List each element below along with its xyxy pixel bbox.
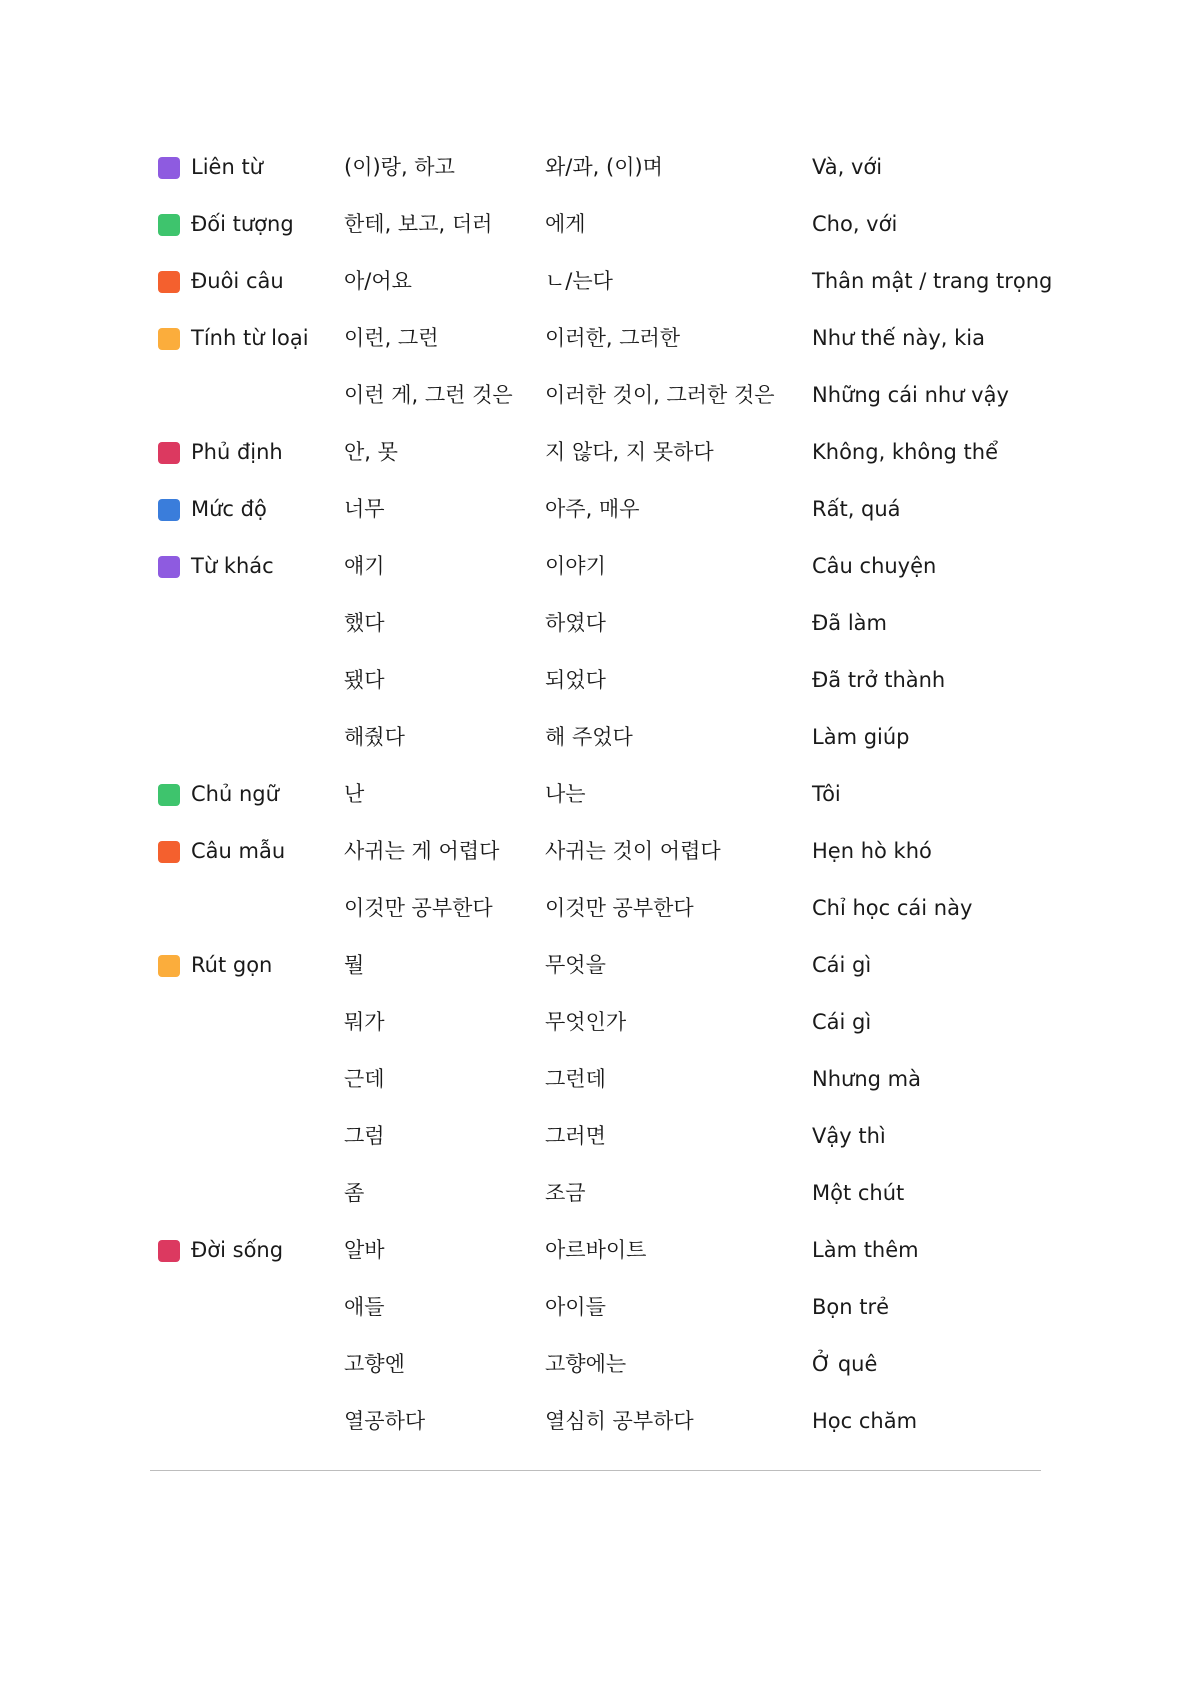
colloquial-cell: 너무 bbox=[344, 497, 385, 521]
meaning-cell: Cái gì bbox=[812, 953, 872, 977]
colloquial-cell: 아/어요 bbox=[344, 269, 412, 293]
standard-cell: 이야기 bbox=[545, 554, 606, 578]
category-cell bbox=[158, 253, 284, 310]
meaning-cell: Cái gì bbox=[812, 1010, 872, 1034]
bottom-divider bbox=[150, 1470, 1041, 1471]
category-cell bbox=[158, 139, 263, 196]
colloquial-cell: (이)랑, 하고 bbox=[344, 155, 455, 179]
table-row bbox=[158, 538, 1042, 595]
category-label: Đời sống bbox=[191, 1238, 284, 1262]
category-cell bbox=[158, 1051, 191, 1108]
category-label: Câu mẫu bbox=[191, 839, 286, 863]
table-row bbox=[158, 1165, 1042, 1222]
colloquial-cell: 이런 게, 그런 것은 bbox=[344, 383, 513, 407]
meaning-cell: Thân mật / trang trọng bbox=[812, 269, 1053, 293]
category-cell bbox=[158, 481, 267, 538]
category-cell bbox=[158, 1393, 191, 1450]
table-row bbox=[158, 139, 1042, 196]
meaning-cell: Đã làm bbox=[812, 611, 887, 635]
meaning-cell: Hẹn hò khó bbox=[812, 839, 932, 863]
table-row bbox=[158, 424, 1042, 481]
category-cell bbox=[158, 652, 191, 709]
category-color-swatch bbox=[158, 214, 180, 236]
standard-cell: 되었다 bbox=[545, 668, 606, 692]
meaning-cell: Rất, quá bbox=[812, 497, 901, 521]
colloquial-cell: 열공하다 bbox=[344, 1409, 426, 1433]
meaning-cell: Không, không thể bbox=[812, 440, 999, 464]
category-color-swatch bbox=[158, 157, 180, 179]
meaning-cell: Những cái như vậy bbox=[812, 383, 1009, 407]
category-cell bbox=[158, 709, 191, 766]
standard-cell: ㄴ/는다 bbox=[545, 269, 613, 293]
meaning-cell: Và, với bbox=[812, 155, 883, 179]
meaning-cell: Đã trở thành bbox=[812, 668, 946, 692]
meaning-cell: Làm thêm bbox=[812, 1238, 919, 1262]
category-cell bbox=[158, 1336, 191, 1393]
standard-cell: 열심히 공부하다 bbox=[545, 1409, 694, 1433]
category-cell bbox=[158, 595, 191, 652]
colloquial-cell: 안, 못 bbox=[344, 440, 398, 464]
meaning-cell: Cho, với bbox=[812, 212, 898, 236]
standard-cell: 지 않다, 지 못하다 bbox=[545, 440, 714, 464]
category-color-swatch bbox=[158, 328, 180, 350]
category-label: Đuôi câu bbox=[191, 269, 284, 293]
standard-cell: 나는 bbox=[545, 782, 586, 806]
table-row bbox=[158, 709, 1042, 766]
colloquial-cell: 알바 bbox=[344, 1238, 385, 1262]
category-cell bbox=[158, 196, 294, 253]
table-row bbox=[158, 1222, 1042, 1279]
standard-cell: 무엇인가 bbox=[545, 1010, 627, 1034]
standard-cell: 이러한 것이, 그러한 것은 bbox=[545, 383, 775, 407]
category-label: Chủ ngữ bbox=[191, 782, 279, 806]
category-cell bbox=[158, 424, 283, 481]
colloquial-cell: 사귀는 게 어렵다 bbox=[344, 839, 500, 863]
standard-cell: 그런데 bbox=[545, 1067, 606, 1091]
table-row bbox=[158, 1108, 1042, 1165]
table-row bbox=[158, 937, 1042, 994]
category-cell bbox=[158, 367, 191, 424]
category-cell bbox=[158, 1222, 283, 1279]
category-label: Mức độ bbox=[191, 497, 267, 521]
standard-cell: 와/과, (이)며 bbox=[545, 155, 663, 179]
meaning-cell: Vậy thì bbox=[812, 1124, 886, 1148]
category-label: Tính từ loại bbox=[191, 326, 309, 350]
table-row bbox=[158, 1336, 1042, 1393]
category-color-swatch bbox=[158, 841, 180, 863]
category-label: Rút gọn bbox=[191, 953, 273, 977]
category-cell bbox=[158, 766, 279, 823]
table-row bbox=[158, 310, 1042, 367]
colloquial-cell: 애들 bbox=[344, 1295, 385, 1319]
meaning-cell: Nhưng mà bbox=[812, 1067, 921, 1091]
category-label: Đối tượng bbox=[191, 212, 294, 236]
category-cell bbox=[158, 1279, 191, 1336]
standard-cell: 아주, 매우 bbox=[545, 497, 640, 521]
standard-cell: 하였다 bbox=[545, 611, 606, 635]
meaning-cell: Làm giúp bbox=[812, 725, 910, 749]
standard-cell: 아이들 bbox=[545, 1295, 606, 1319]
category-cell bbox=[158, 823, 285, 880]
meaning-cell: Một chút bbox=[812, 1181, 905, 1205]
table-row bbox=[158, 823, 1042, 880]
category-cell bbox=[158, 880, 191, 937]
table-row bbox=[158, 652, 1042, 709]
standard-cell: 조금 bbox=[545, 1181, 586, 1205]
colloquial-cell: 한테, 보고, 더러 bbox=[344, 212, 493, 236]
standard-cell: 그러면 bbox=[545, 1124, 606, 1148]
standard-cell: 사귀는 것이 어렵다 bbox=[545, 839, 721, 863]
colloquial-cell: 이런, 그런 bbox=[344, 326, 439, 350]
standard-cell: 무엇을 bbox=[545, 953, 606, 977]
colloquial-cell: 뭘 bbox=[344, 953, 365, 977]
category-cell bbox=[158, 994, 191, 1051]
category-label: Liên từ bbox=[191, 155, 263, 179]
colloquial-cell: 좀 bbox=[344, 1181, 365, 1205]
table-row bbox=[158, 595, 1042, 652]
table-row bbox=[158, 1279, 1042, 1336]
meaning-cell: Như thế này, kia bbox=[812, 326, 985, 350]
category-color-swatch bbox=[158, 1240, 180, 1262]
colloquial-cell: 근데 bbox=[344, 1067, 385, 1091]
colloquial-cell: 그럼 bbox=[344, 1124, 385, 1148]
standard-cell: 고향에는 bbox=[545, 1352, 627, 1376]
standard-cell: 이러한, 그러한 bbox=[545, 326, 681, 350]
standard-cell: 아르바이트 bbox=[545, 1238, 647, 1262]
meaning-cell: Chỉ học cái này bbox=[812, 896, 973, 920]
category-label: Phủ định bbox=[191, 440, 283, 464]
category-label: Từ khác bbox=[191, 554, 274, 578]
table-row bbox=[158, 253, 1053, 310]
meaning-cell: Ở quê bbox=[812, 1352, 878, 1376]
colloquial-cell: 얘기 bbox=[344, 554, 385, 578]
table-row bbox=[158, 1051, 1042, 1108]
table-row bbox=[158, 367, 1042, 424]
colloquial-cell: 했다 bbox=[344, 611, 385, 635]
category-cell bbox=[158, 310, 309, 367]
table-row bbox=[158, 481, 1042, 538]
category-color-swatch bbox=[158, 271, 180, 293]
standard-cell: 이것만 공부한다 bbox=[545, 896, 694, 920]
meaning-cell: Học chăm bbox=[812, 1409, 918, 1433]
table-row bbox=[158, 994, 1042, 1051]
standard-cell: 에게 bbox=[545, 212, 586, 236]
category-color-swatch bbox=[158, 784, 180, 806]
colloquial-cell: 고향엔 bbox=[344, 1352, 405, 1376]
colloquial-cell: 뭐가 bbox=[344, 1010, 385, 1034]
meaning-cell: Tôi bbox=[812, 782, 841, 806]
vocabulary-table bbox=[158, 139, 1053, 1450]
category-cell bbox=[158, 1108, 191, 1165]
category-cell bbox=[158, 538, 274, 595]
standard-cell: 해 주었다 bbox=[545, 725, 633, 749]
category-color-swatch bbox=[158, 955, 180, 977]
colloquial-cell: 해줬다 bbox=[344, 725, 405, 749]
table-row bbox=[158, 196, 1042, 253]
category-color-swatch bbox=[158, 499, 180, 521]
colloquial-cell: 됐다 bbox=[344, 668, 385, 692]
colloquial-cell: 난 bbox=[344, 782, 365, 806]
table-row bbox=[158, 766, 1042, 823]
category-color-swatch bbox=[158, 556, 180, 578]
table-row bbox=[158, 1393, 1042, 1450]
colloquial-cell: 이것만 공부한다 bbox=[344, 896, 493, 920]
category-cell bbox=[158, 937, 272, 994]
meaning-cell: Bọn trẻ bbox=[812, 1295, 890, 1319]
category-color-swatch bbox=[158, 442, 180, 464]
meaning-cell: Câu chuyện bbox=[812, 554, 937, 578]
table-row bbox=[158, 880, 1042, 937]
category-cell bbox=[158, 1165, 191, 1222]
